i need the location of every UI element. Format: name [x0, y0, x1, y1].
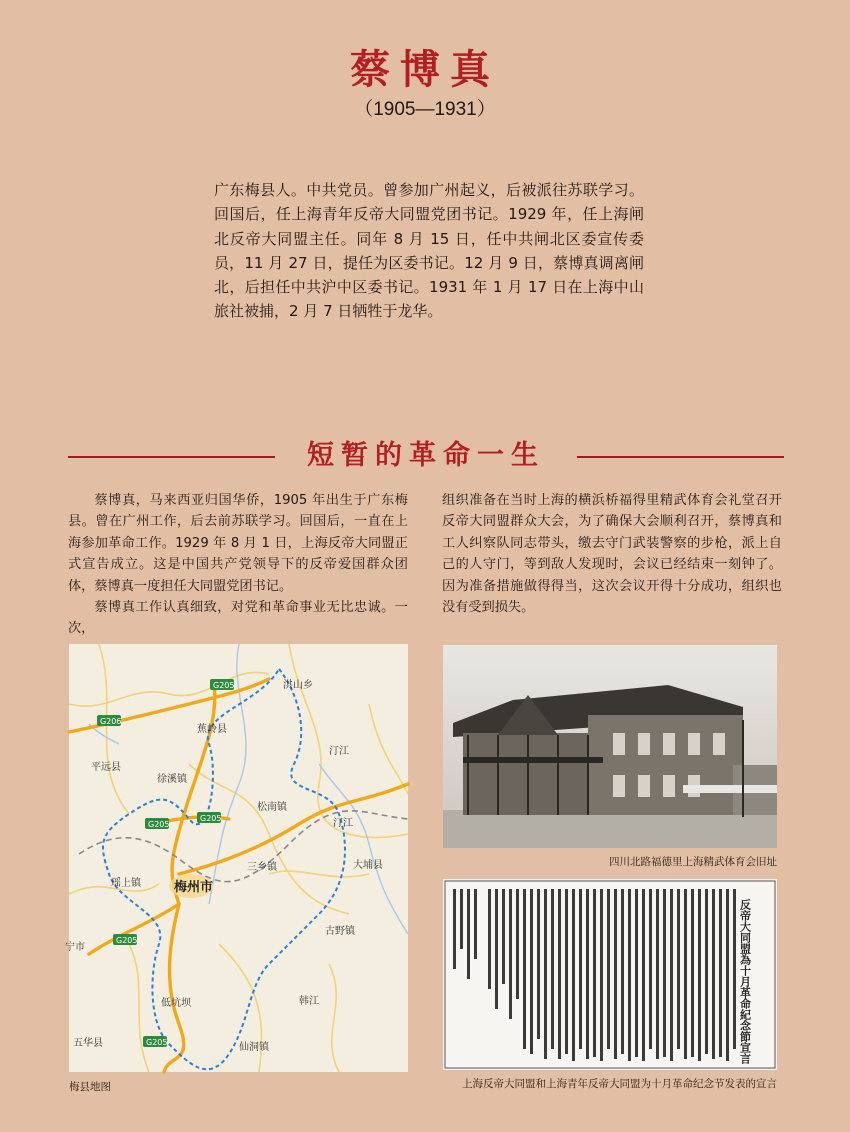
map-place-label: 洪山乡	[283, 680, 313, 691]
body-paragraph-3: 组织准备在当时上海的横浜桥福得里精武体育会礼堂召开反帝大同盟群众大会，为了确保大会顺利召开，蔡博真和工人纠察队同志带头，缴去守门武装警察的步枪，派上自己的人守门，等到敌人发现时，会议已经结束一刻钟了。因为准备措施做得得当，这次会议开得十分成功，组织也没有受到损失。	[442, 493, 782, 616]
map-place-label: 低坑坝	[161, 998, 191, 1009]
map-place-label: 汀江	[329, 746, 349, 757]
body-column-right	[442, 490, 782, 618]
section-rule-left	[68, 456, 275, 458]
road-label: G205	[213, 681, 235, 690]
map-place-label: 三乡镇	[247, 862, 277, 873]
map-graphic	[65, 644, 408, 1072]
road-label: G206	[100, 717, 122, 726]
meixian-map	[65, 644, 408, 1072]
map-place-label: 徐溪镇	[157, 774, 187, 785]
map-place-label: 瑶上镇	[111, 878, 141, 889]
document-illustration	[443, 879, 777, 1070]
page-title: 蔡博真	[350, 47, 500, 93]
building-illustration	[443, 645, 777, 848]
map-place-label: 古野镇	[325, 926, 355, 937]
map-place-label: 汀江	[333, 818, 353, 829]
map-place-label: 梅州市	[174, 880, 214, 895]
road-label: G205	[116, 936, 138, 945]
building-photo	[443, 645, 777, 848]
life-years: （1905—1931）	[354, 99, 496, 120]
biography-summary: 广东梅县人。中共党员。曾参加广州起义，后被派往苏联学习。回国后，任上海青年反帝大同盟党团书记。1929 年，任上海闸北反帝大同盟主任。同年 8 月 15 日，任中共闸北区委宣传委员，11 月 27 日，提任为区委书记。12 月 9 日，蔡博真调离闸北，后担任中共沪中区委书记。1931 年 1 月 17 日在上海中山旅社被捕，2 月 7 日牺牲于龙华。	[214, 181, 644, 321]
road-label: G205	[148, 820, 170, 829]
section-rule-right	[577, 456, 784, 458]
road-label: G205	[146, 1038, 168, 1047]
section-title: 短暂的革命一生	[307, 440, 545, 471]
map-place-label: 宁市	[65, 942, 85, 953]
body-paragraph-1: 蔡博真，马来西亚归国华侨，1905 年出生于广东梅县。曾在广州工作，后去前苏联学习。回国后，一直在上海参加革命工作。1929 年 8 月 1 日，上海反帝大同盟正式宣告成立。这是中国共产党领导下的反帝爱国群众团体，蔡博真一度担任大同盟党团书记。	[68, 493, 408, 594]
map-place-label: 仙洞镇	[239, 1042, 269, 1053]
map-place-label: 蕉岭县	[197, 724, 227, 735]
map-place-label: 松南镇	[257, 802, 287, 813]
body-paragraph-2: 蔡博真工作认真细致，对党和革命事业无比忠诚。一次，	[68, 600, 408, 637]
photo-caption: 四川北路福德里上海精武体育会旧址	[609, 856, 777, 868]
document-heading: 反帝大同盟為十月革命紀念節宣言	[738, 899, 752, 1064]
road-label: G205	[200, 814, 222, 823]
map-place-label: 大埔县	[353, 860, 383, 871]
map-place-label: 韩江	[299, 996, 319, 1007]
document-caption: 上海反帝大同盟和上海青年反帝大同盟为十月革命纪念节发表的宣言	[462, 1078, 777, 1090]
manifesto-document	[443, 879, 777, 1070]
map-place-label: 平远县	[91, 762, 121, 773]
map-caption: 梅县地图	[69, 1081, 111, 1093]
body-column-left	[68, 490, 408, 640]
section-header	[0, 438, 850, 474]
map-place-label: 五华县	[73, 1038, 103, 1049]
